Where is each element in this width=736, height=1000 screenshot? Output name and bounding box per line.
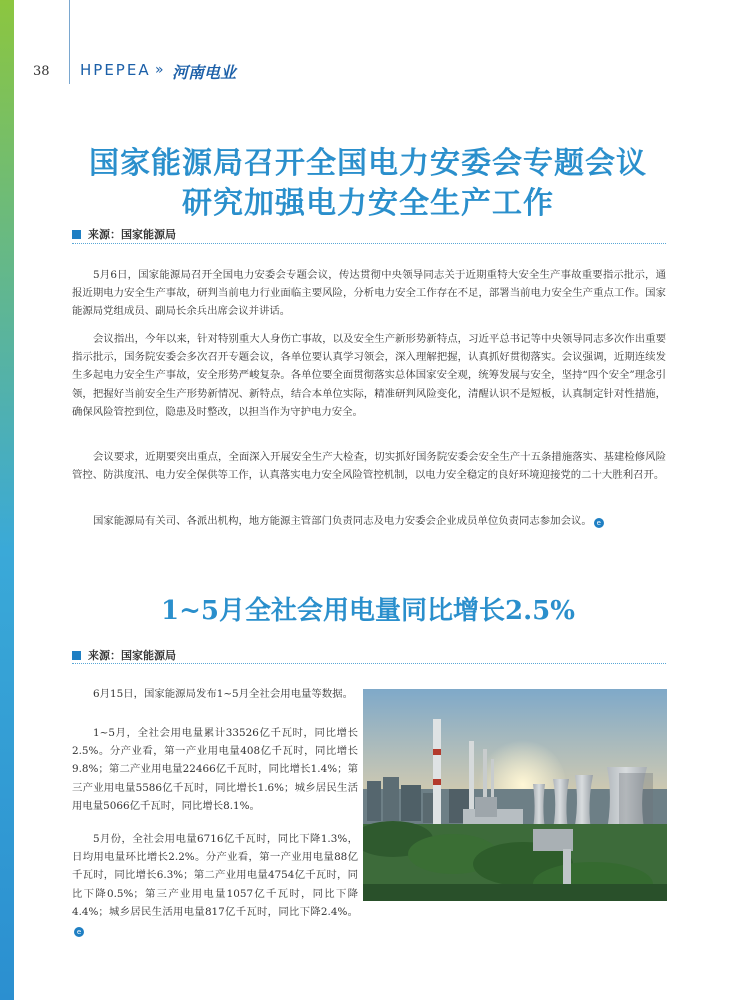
article1-paragraph-4 <box>72 512 666 530</box>
brand-separator: » <box>155 62 164 78</box>
article1-paragraph-1: 5月6日，国家能源局召开全国电力安委会专题会议，传达贯彻中央领导同志关于近期重特大安全生产事故重要指示批示，通报近期电力安全生产事故，研判当前电力行业面临主要风险，分析电力安全工作存在不足，部署当前电力安全生产重点工作。国家能源局党组成员、副局长余兵出席会议并讲话。 <box>72 269 666 318</box>
article1-title-line2: 研究加强电力安全生产工作 <box>182 186 554 221</box>
power-plant-photo <box>363 689 667 901</box>
article2-paragraph-3 <box>72 830 358 939</box>
article1-paragraph-3: 会议要求，近期要突出重点，全面深入开展安全生产大检查，切实抓好国务院安委会安全生产十五条措施落实、基建检修风险管控、防洪度汛、电力安全保供等工作，认真落实电力安全风险管控机制，以电力安全稳定的良好环境迎接党的二十大胜利召开。 <box>72 451 666 482</box>
article1-source-divider <box>72 243 666 244</box>
header-divider <box>69 0 70 84</box>
article2-source-divider <box>72 663 666 664</box>
page-number: 38 <box>33 64 50 79</box>
article1-source <box>72 226 176 242</box>
article2-paragraph-3-text: 5月份，全社会用电量6716亿千瓦时，同比下降1.3%，日均用电量环比增长2.2%。分产业看，第一产业用电量88亿千瓦时，同比增长6.3%；第二产业用电量4754亿千瓦时，同比下降0.5%；第三产业用电量1057亿千瓦时，同比下降4.4%；城乡居民生活用电量817亿千瓦时，同比下降2.4%。 <box>72 833 358 918</box>
article2-source-text: 来源：国家能源局 <box>88 649 176 662</box>
article2-source <box>72 647 176 663</box>
blue-square-icon <box>72 651 81 660</box>
article2-title: 1~5月全社会用电量同比增长2.5% <box>161 596 575 626</box>
brand-logo-cn: 河南电业 <box>172 63 237 82</box>
article2-paragraph-2: 1~5月，全社会用电量累计33526亿千瓦时，同比增长2.5%。分产业看，第一产业用电量408亿千瓦时，同比增长9.8%；第二产业用电量22466亿千瓦时，同比增长1.4%；第三产业用电量5586亿千瓦时，同比增长1.6%；城乡居民生活用电量5066亿千瓦时，同比增长8.1%。 <box>72 727 358 812</box>
blue-square-icon <box>72 230 81 239</box>
article1-source-text: 来源：国家能源局 <box>88 228 176 241</box>
article1-paragraph-2: 会议指出，今年以来，针对特别重大人身伤亡事故，以及安全生产新形势新特点，习近平总书记等中央领导同志多次作出重要指示批示，国务院安委会多次召开专题会议，各单位要认真学习领会，深入理解把握，认真抓好贯彻落实。会议强调，近期连续发生多起电力安全生产事故，安全形势严峻复杂。各单位要全面贯彻落实总体国家安全观，统筹发展与安全，坚持“四个安全”理念引领，把握好当前安全生产形势新情况、新特点，结合本单位实际，精准研判风险变化，清醒认识不是短板，认真制定针对性措施，确保风险管控到位，隐患及时整改，以担当作为守护电力安全。 <box>72 333 666 418</box>
article1-paragraph-4-text: 国家能源局有关司、各派出机构，地方能源主管部门负责同志及电力安委会企业成员单位负责同志参加会议。 <box>93 515 592 527</box>
article1-title-line1: 国家能源局召开全国电力安委会专题会议 <box>89 146 647 181</box>
circle-e-icon: e <box>594 518 604 528</box>
circle-e-icon: e <box>74 927 84 937</box>
brand-logo-latin: HPEPEA <box>80 61 151 79</box>
article2-paragraph-1: 6月15日，国家能源局发布1~5月全社会用电量等数据。 <box>93 688 353 700</box>
